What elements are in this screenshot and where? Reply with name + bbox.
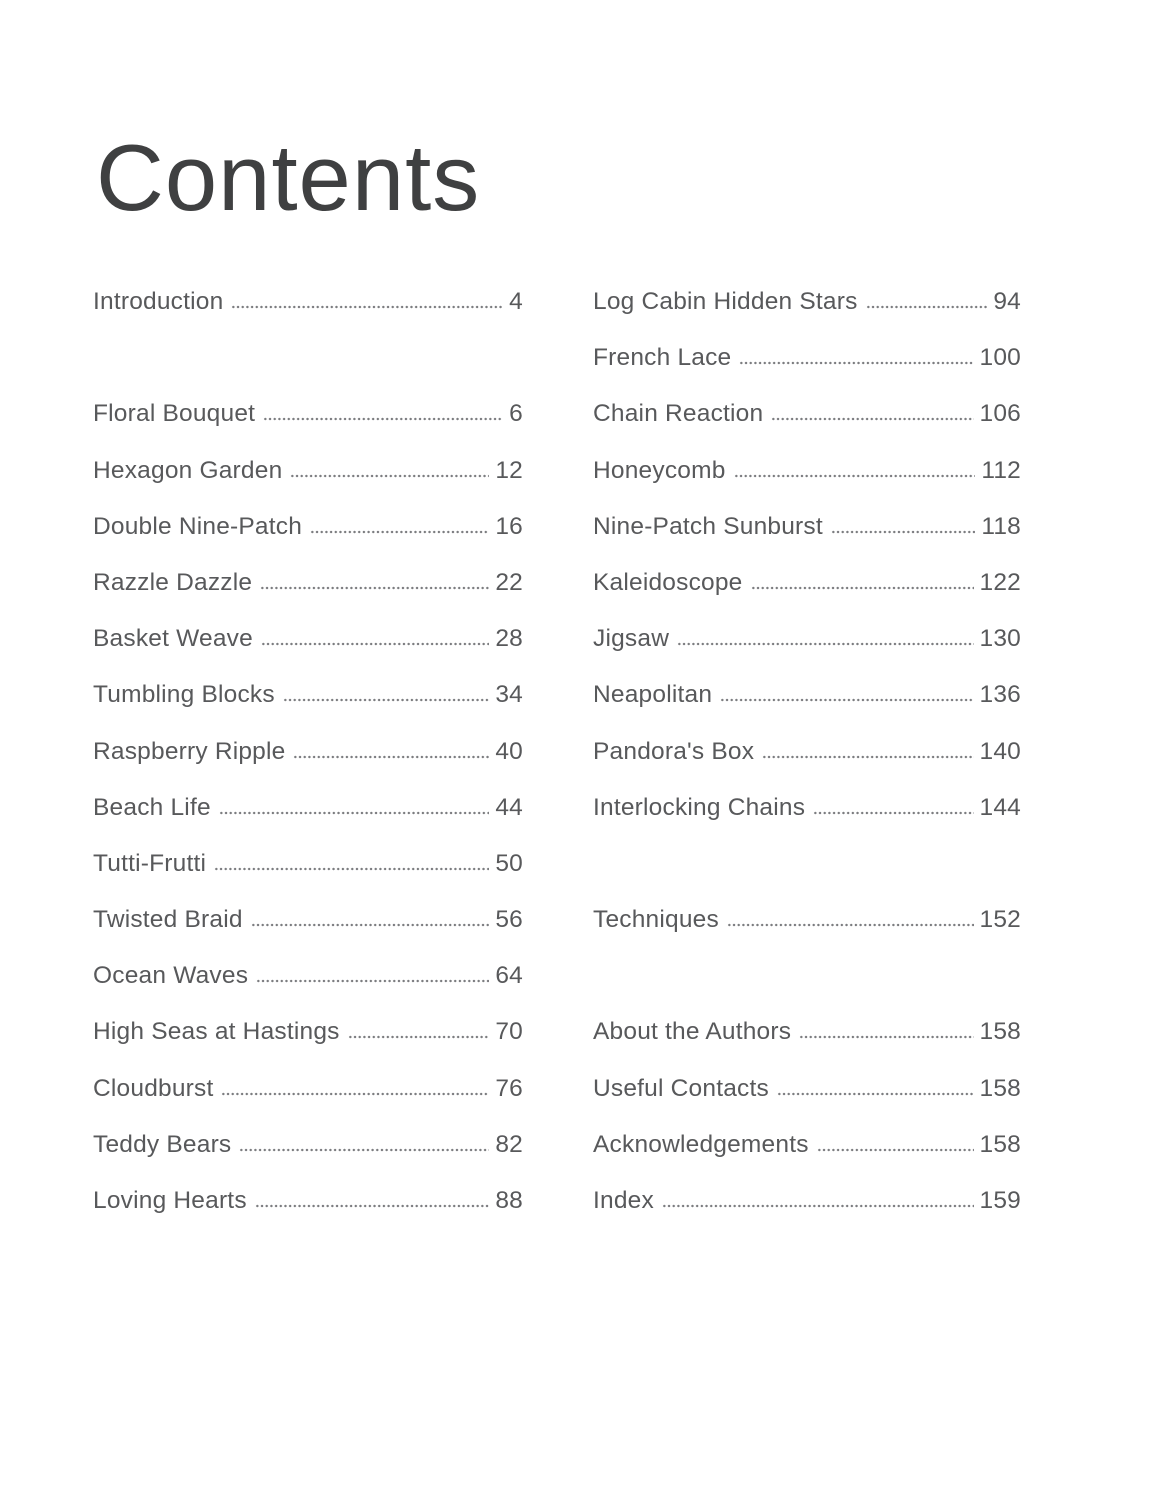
toc-entry-label: Teddy Bears <box>93 1130 232 1158</box>
toc-entry-label: Razzle Dazzle <box>93 568 253 596</box>
toc-entry <box>93 681 523 709</box>
dot-leader <box>221 1092 489 1096</box>
dot-leader <box>751 586 974 590</box>
dot-leader <box>283 698 490 702</box>
toc-entry-page-number: 158 <box>979 1074 1021 1102</box>
dot-leader <box>720 698 973 702</box>
toc-entry <box>593 625 1021 653</box>
dot-leader <box>256 979 489 983</box>
toc-entry <box>593 1187 1021 1215</box>
toc-entry-label: Raspberry Ripple <box>93 737 286 765</box>
toc-entry-label: Tumbling Blocks <box>93 681 275 709</box>
dot-leader <box>817 1148 974 1152</box>
toc-entry <box>93 400 523 428</box>
dot-leader <box>348 1035 490 1039</box>
toc-entry-page-number: 64 <box>495 962 523 990</box>
toc-entry-label: Acknowledgements <box>593 1130 809 1158</box>
toc-entry <box>93 1075 523 1103</box>
dot-leader <box>255 1204 490 1208</box>
toc-entry <box>93 457 523 485</box>
toc-entry <box>593 1131 1021 1159</box>
dot-leader <box>777 1092 974 1096</box>
toc-entry-label: Chain Reaction <box>593 400 764 428</box>
dot-leader <box>866 305 988 309</box>
toc-entry <box>93 962 523 990</box>
toc-entry-label: Floral Bouquet <box>93 400 256 428</box>
toc-entry-label: High Seas at Hastings <box>93 1018 340 1046</box>
toc-entry-label: Honeycomb <box>593 456 726 484</box>
dot-leader <box>293 755 489 759</box>
toc-entry <box>593 738 1021 766</box>
dot-leader <box>771 417 973 421</box>
dot-leader <box>831 530 975 534</box>
toc-entry-page-number: 112 <box>981 456 1021 484</box>
toc-entry <box>593 457 1021 485</box>
toc-entry <box>593 288 1021 316</box>
toc-entry-label: Beach Life <box>93 793 211 821</box>
toc-entry-label: Introduction <box>93 288 224 315</box>
dot-leader <box>734 474 976 478</box>
toc-entry-page-number: 158 <box>979 1018 1021 1046</box>
toc-entry <box>593 794 1021 822</box>
toc-entry <box>93 850 523 878</box>
toc-entry-label: Cloudburst <box>93 1074 214 1102</box>
toc-entry-page-number: 122 <box>979 568 1021 596</box>
toc-entry <box>593 1075 1021 1103</box>
toc-entry-label: Nine-Patch Sunburst <box>593 512 823 540</box>
toc-entry-page-number: 158 <box>979 1130 1021 1158</box>
dot-leader <box>260 586 489 590</box>
toc-entry-page-number: 159 <box>979 1187 1021 1214</box>
dot-leader <box>310 530 489 534</box>
toc-entry <box>593 400 1021 428</box>
toc-entry-label: Neapolitan <box>593 681 713 709</box>
toc-entry-page-number: 136 <box>979 681 1021 709</box>
toc-entry-label: Loving Hearts <box>93 1187 247 1214</box>
toc-entry-page-number: 118 <box>981 512 1021 540</box>
toc-entry <box>593 569 1021 597</box>
toc-entry <box>593 1018 1021 1046</box>
toc-entry-page-number: 70 <box>495 1018 523 1046</box>
toc-entry-label: Double Nine-Patch <box>93 512 303 540</box>
toc-entry-label: Interlocking Chains <box>593 793 806 821</box>
toc-right-column <box>593 274 1021 1229</box>
page-title: Contents <box>96 125 481 230</box>
dot-leader <box>762 755 973 759</box>
toc-entry-page-number: 28 <box>495 625 523 653</box>
toc-entry <box>593 344 1021 372</box>
toc-entry-page-number: 140 <box>979 737 1021 765</box>
dot-leader <box>813 811 973 815</box>
toc-entry-page-number: 34 <box>495 681 523 709</box>
toc-entry-label: Techniques <box>593 906 719 934</box>
toc-entry-label: Kaleidoscope <box>593 568 743 596</box>
dot-leader <box>251 923 490 927</box>
toc-entry-label: Index <box>593 1187 654 1214</box>
toc-entry-page-number: 88 <box>495 1187 523 1214</box>
toc-entry-page-number: 82 <box>495 1130 523 1158</box>
toc-entry-page-number: 50 <box>495 849 523 877</box>
toc-entry-label: Hexagon Garden <box>93 456 283 484</box>
toc-entry-page-number: 100 <box>979 344 1021 372</box>
toc-entry <box>93 288 523 316</box>
toc-entry-page-number: 94 <box>993 288 1021 315</box>
toc-entry <box>93 1187 523 1215</box>
toc-entry <box>93 794 523 822</box>
dot-leader <box>727 923 974 927</box>
toc-left-column <box>93 274 523 1229</box>
toc-entry-label: Log Cabin Hidden Stars <box>593 288 858 315</box>
toc-entry-page-number: 106 <box>979 400 1021 428</box>
dot-leader <box>677 642 973 646</box>
dot-leader <box>263 417 503 421</box>
dot-leader <box>231 305 503 309</box>
dot-leader <box>662 1204 974 1208</box>
toc-entry-page-number: 22 <box>495 568 523 596</box>
toc-entry <box>93 1018 523 1046</box>
dot-leader <box>214 867 489 871</box>
toc-entry-label: About the Authors <box>593 1018 792 1046</box>
toc-entry <box>93 738 523 766</box>
toc-entry-page-number: 40 <box>495 737 523 765</box>
toc-entry-label: Tutti-Frutti <box>93 849 207 877</box>
toc-entry-label: Ocean Waves <box>93 962 249 990</box>
toc-entry-page-number: 144 <box>979 793 1021 821</box>
toc-entry <box>593 906 1021 934</box>
dot-leader <box>239 1148 489 1152</box>
dot-leader <box>219 811 490 815</box>
toc-entry-page-number: 130 <box>979 625 1021 653</box>
toc-entry-page-number: 56 <box>495 906 523 934</box>
toc-entry <box>93 1131 523 1159</box>
toc-entry <box>93 906 523 934</box>
toc-entry-label: Jigsaw <box>593 625 670 653</box>
toc-entry <box>593 513 1021 541</box>
toc-entry-page-number: 44 <box>495 793 523 821</box>
toc-entry-label: Useful Contacts <box>593 1074 769 1102</box>
dot-leader <box>739 361 973 365</box>
toc-entry-page-number: 16 <box>495 512 523 540</box>
toc-entry <box>93 569 523 597</box>
dot-leader <box>799 1035 973 1039</box>
toc-entry-label: Pandora's Box <box>593 737 755 765</box>
toc-entry-page-number: 12 <box>495 456 523 484</box>
toc-entry-label: Twisted Braid <box>93 906 243 934</box>
toc-entry <box>93 513 523 541</box>
dot-leader <box>290 474 489 478</box>
dot-leader <box>261 642 489 646</box>
toc-entry-page-number: 6 <box>509 400 523 428</box>
toc-entry-label: French Lace <box>593 344 732 372</box>
toc-entry <box>93 625 523 653</box>
toc-entry-label: Basket Weave <box>93 625 253 653</box>
toc-entry-page-number: 152 <box>979 906 1021 934</box>
toc-entry-page-number: 76 <box>495 1074 523 1102</box>
toc-entry-page-number: 4 <box>509 288 523 315</box>
toc-entry <box>593 681 1021 709</box>
